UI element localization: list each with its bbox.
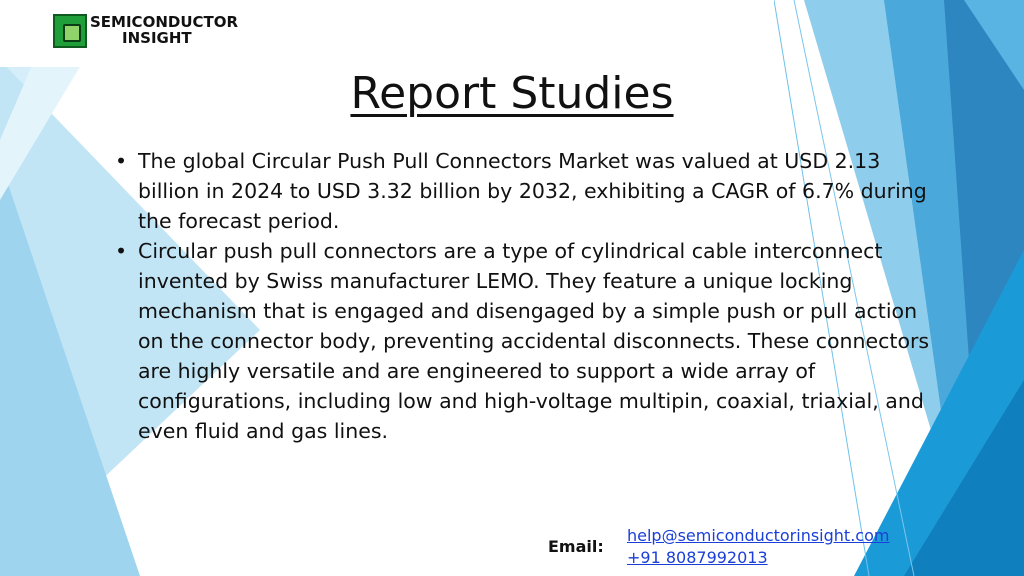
- bullet-glyph: •: [115, 239, 128, 263]
- bullet-item: [115, 236, 935, 446]
- bullet-list: [115, 146, 935, 446]
- logo-line-2: INSIGHT: [122, 29, 192, 47]
- logo-text: [90, 14, 238, 46]
- company-logo: [0, 0, 285, 67]
- email-label: Email:: [548, 537, 604, 556]
- bullet-item: [115, 146, 935, 236]
- bullet-glyph: •: [115, 149, 128, 173]
- slide-title-text: Report Studies: [350, 68, 674, 119]
- bullet-text: The global Circular Push Pull Connectors Market was valued at USD 2.13 billion in 2024 to USD 3.32 billion by 2032, exhibiting a CAGR of 6.7% during the forecast period.: [138, 149, 927, 233]
- slide-title: [0, 68, 1024, 119]
- bullet-text: Circular push pull connectors are a type of cylindrical cable interconnect invented by Swiss manufacturer LEMO. They feature a unique locking mechanism that is engaged and disengaged by a simple push or pull action on the connector body, preventing accidental disconnects. These connectors are highly versatile and are engineered to support a wide array of configurations, including low and high-voltage multipin, coaxial, triaxial, and even fluid and gas lines.: [138, 239, 930, 443]
- contact-links: [627, 525, 889, 569]
- email-link[interactable]: help@semiconductorinsight.com: [627, 526, 890, 545]
- logo-line-1: SEMICONDUCTOR: [90, 13, 239, 31]
- phone-link[interactable]: +91 8087992013: [627, 548, 768, 567]
- chip-logo-icon: [53, 14, 87, 48]
